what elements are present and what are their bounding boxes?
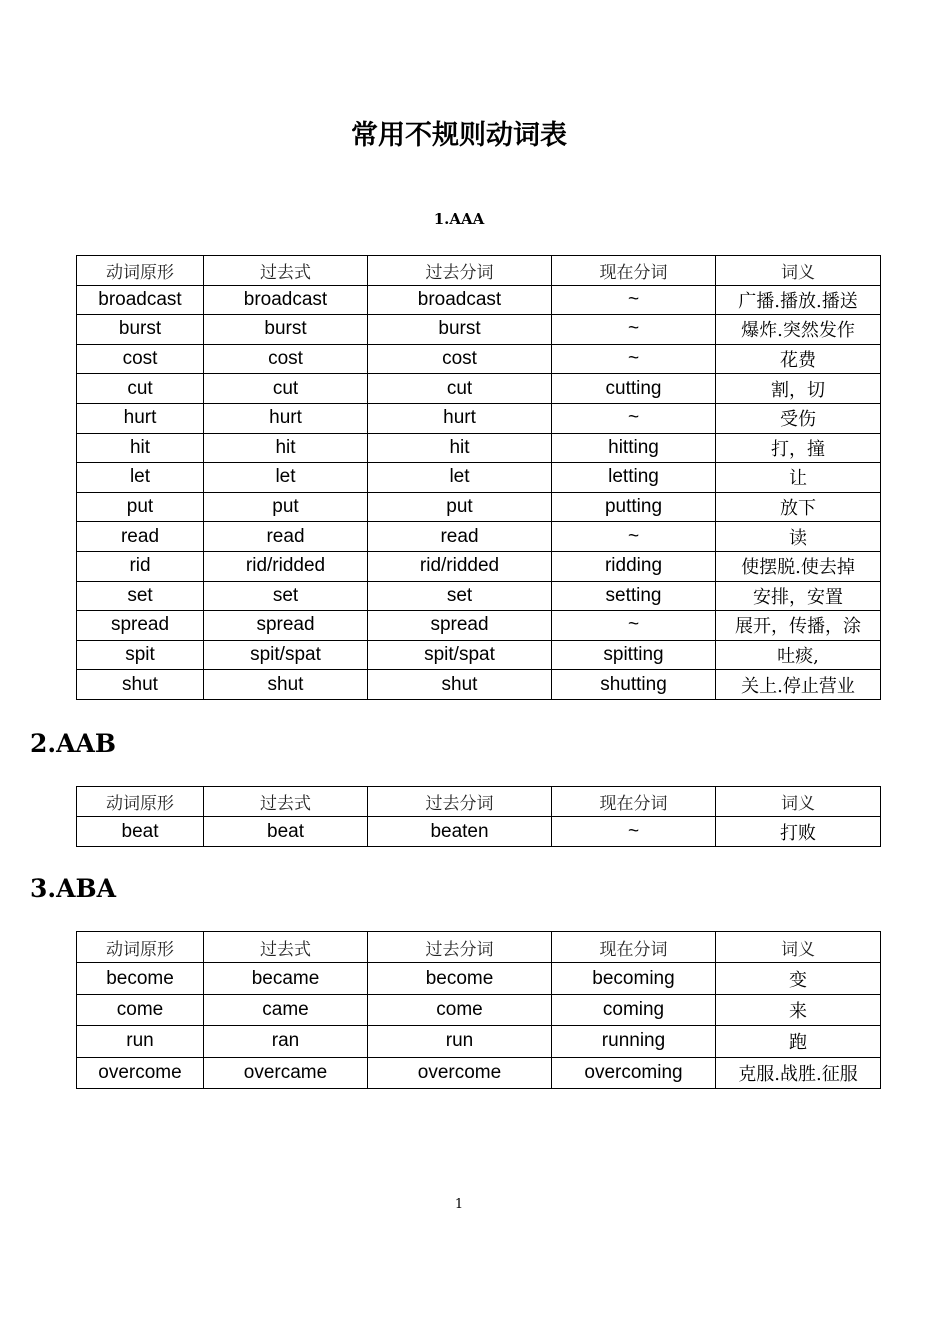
- cell-verb-base: run: [77, 1026, 204, 1057]
- table-row: [77, 670, 881, 700]
- cell-verb-base: cost: [77, 344, 204, 374]
- table-row: [77, 344, 881, 374]
- cell-meaning: 爆炸.突然发作: [716, 315, 881, 345]
- column-header-present-participle: 现在分词: [552, 787, 716, 817]
- verb-table-aab: [76, 786, 881, 847]
- cell-past-tense: read: [204, 522, 368, 552]
- cell-past-participle: read: [368, 522, 552, 552]
- cell-past-participle: spread: [368, 611, 552, 641]
- table-row: [77, 1026, 881, 1057]
- cell-past-tense: came: [204, 994, 368, 1025]
- cell-past-participle: cut: [368, 374, 552, 404]
- cell-past-tense: cut: [204, 374, 368, 404]
- cell-present-participle: running: [552, 1026, 716, 1057]
- table-row: [77, 374, 881, 404]
- cell-present-participle: ~: [552, 522, 716, 552]
- cell-past-participle: cost: [368, 344, 552, 374]
- column-header-present-participle: 现在分词: [552, 256, 716, 286]
- section-heading-aab: 2.AAB: [30, 729, 117, 758]
- table-row: [77, 285, 881, 315]
- cell-present-participle: ~: [552, 344, 716, 374]
- cell-meaning: 打，撞: [716, 433, 881, 463]
- cell-verb-base: broadcast: [77, 285, 204, 315]
- cell-present-participle: hitting: [552, 433, 716, 463]
- table-row: [77, 963, 881, 994]
- cell-present-participle: letting: [552, 463, 716, 493]
- cell-past-participle: broadcast: [368, 285, 552, 315]
- column-header-past-participle: 过去分词: [368, 932, 552, 963]
- table-row: [77, 1057, 881, 1088]
- cell-meaning: 变: [716, 963, 881, 994]
- cell-present-participle: ~: [552, 285, 716, 315]
- cell-past-tense: hurt: [204, 403, 368, 433]
- column-header-past-participle: 过去分词: [368, 787, 552, 817]
- cell-meaning: 来: [716, 994, 881, 1025]
- column-header-past-participle: 过去分词: [368, 256, 552, 286]
- cell-meaning: 关上.停止营业: [716, 670, 881, 700]
- column-header-meaning: 词义: [716, 787, 881, 817]
- cell-past-tense: overcame: [204, 1057, 368, 1088]
- cell-meaning: 割，切: [716, 374, 881, 404]
- cell-verb-base: hurt: [77, 403, 204, 433]
- table-row: [77, 403, 881, 433]
- table-row: [77, 994, 881, 1025]
- table-row: [77, 315, 881, 345]
- cell-past-participle: hurt: [368, 403, 552, 433]
- table-header-row: [77, 256, 881, 286]
- cell-present-participle: cutting: [552, 374, 716, 404]
- table-row: [77, 551, 881, 581]
- cell-past-tense: broadcast: [204, 285, 368, 315]
- cell-verb-base: spread: [77, 611, 204, 641]
- cell-verb-base: beat: [77, 817, 204, 847]
- cell-present-participle: ridding: [552, 551, 716, 581]
- section-heading-aba: 3.ABA: [30, 874, 117, 903]
- cell-past-tense: set: [204, 581, 368, 611]
- page-title: 常用不规则动词表: [351, 120, 567, 151]
- cell-past-tense: cost: [204, 344, 368, 374]
- cell-verb-base: read: [77, 522, 204, 552]
- table-row: [77, 581, 881, 611]
- column-header-verb-base: 动词原形: [77, 256, 204, 286]
- cell-past-participle: hit: [368, 433, 552, 463]
- table-row: [77, 522, 881, 552]
- column-header-past-tense: 过去式: [204, 932, 368, 963]
- table-row: [77, 817, 881, 847]
- cell-verb-base: rid: [77, 551, 204, 581]
- cell-meaning: 读: [716, 522, 881, 552]
- cell-present-participle: ~: [552, 611, 716, 641]
- verb-table-aba: [76, 931, 881, 1089]
- cell-present-participle: coming: [552, 994, 716, 1025]
- cell-meaning: 受伤: [716, 403, 881, 433]
- cell-past-participle: run: [368, 1026, 552, 1057]
- cell-meaning: 展开，传播，涂: [716, 611, 881, 641]
- cell-present-participle: overcoming: [552, 1057, 716, 1088]
- cell-past-tense: spit/spat: [204, 640, 368, 670]
- cell-present-participle: ~: [552, 817, 716, 847]
- cell-meaning: 花费: [716, 344, 881, 374]
- cell-meaning: 放下: [716, 492, 881, 522]
- cell-verb-base: become: [77, 963, 204, 994]
- cell-verb-base: cut: [77, 374, 204, 404]
- page-number: 1: [454, 1197, 464, 1212]
- cell-verb-base: let: [77, 463, 204, 493]
- cell-meaning: 使摆脱.使去掉: [716, 551, 881, 581]
- cell-meaning: 跑: [716, 1026, 881, 1057]
- cell-present-participle: shutting: [552, 670, 716, 700]
- cell-past-tense: spread: [204, 611, 368, 641]
- table-header-row: [77, 932, 881, 963]
- cell-past-tense: beat: [204, 817, 368, 847]
- cell-past-participle: shut: [368, 670, 552, 700]
- cell-past-participle: become: [368, 963, 552, 994]
- table-header-row: [77, 787, 881, 817]
- cell-meaning: 广播.播放.播送: [716, 285, 881, 315]
- cell-verb-base: overcome: [77, 1057, 204, 1088]
- section-heading-aaa: 1.AAA: [433, 210, 485, 228]
- cell-present-participle: ~: [552, 315, 716, 345]
- cell-past-participle: overcome: [368, 1057, 552, 1088]
- cell-past-participle: burst: [368, 315, 552, 345]
- cell-verb-base: shut: [77, 670, 204, 700]
- cell-present-participle: ~: [552, 403, 716, 433]
- verb-table-aaa: [76, 255, 881, 700]
- column-header-present-participle: 现在分词: [552, 932, 716, 963]
- cell-past-tense: ran: [204, 1026, 368, 1057]
- table-row: [77, 433, 881, 463]
- column-header-past-tense: 过去式: [204, 256, 368, 286]
- table-row: [77, 463, 881, 493]
- cell-verb-base: put: [77, 492, 204, 522]
- column-header-meaning: 词义: [716, 256, 881, 286]
- cell-verb-base: burst: [77, 315, 204, 345]
- cell-verb-base: come: [77, 994, 204, 1025]
- cell-past-participle: set: [368, 581, 552, 611]
- cell-present-participle: putting: [552, 492, 716, 522]
- cell-past-tense: hit: [204, 433, 368, 463]
- column-header-meaning: 词义: [716, 932, 881, 963]
- cell-past-tense: let: [204, 463, 368, 493]
- cell-meaning: 吐痰,: [716, 640, 881, 670]
- cell-verb-base: spit: [77, 640, 204, 670]
- cell-verb-base: hit: [77, 433, 204, 463]
- cell-verb-base: set: [77, 581, 204, 611]
- cell-past-participle: let: [368, 463, 552, 493]
- cell-present-participle: becoming: [552, 963, 716, 994]
- column-header-verb-base: 动词原形: [77, 787, 204, 817]
- table-row: [77, 492, 881, 522]
- cell-present-participle: setting: [552, 581, 716, 611]
- cell-meaning: 让: [716, 463, 881, 493]
- cell-past-participle: beaten: [368, 817, 552, 847]
- cell-past-participle: spit/spat: [368, 640, 552, 670]
- cell-past-tense: rid/ridded: [204, 551, 368, 581]
- column-header-verb-base: 动词原形: [77, 932, 204, 963]
- table-row: [77, 640, 881, 670]
- column-header-past-tense: 过去式: [204, 787, 368, 817]
- cell-past-tense: became: [204, 963, 368, 994]
- cell-past-participle: come: [368, 994, 552, 1025]
- cell-past-tense: put: [204, 492, 368, 522]
- cell-meaning: 打败: [716, 817, 881, 847]
- cell-past-tense: shut: [204, 670, 368, 700]
- cell-past-participle: put: [368, 492, 552, 522]
- cell-past-participle: rid/ridded: [368, 551, 552, 581]
- cell-past-tense: burst: [204, 315, 368, 345]
- cell-meaning: 克服.战胜.征服: [716, 1057, 881, 1088]
- table-row: [77, 611, 881, 641]
- cell-present-participle: spitting: [552, 640, 716, 670]
- cell-meaning: 安排，安置: [716, 581, 881, 611]
